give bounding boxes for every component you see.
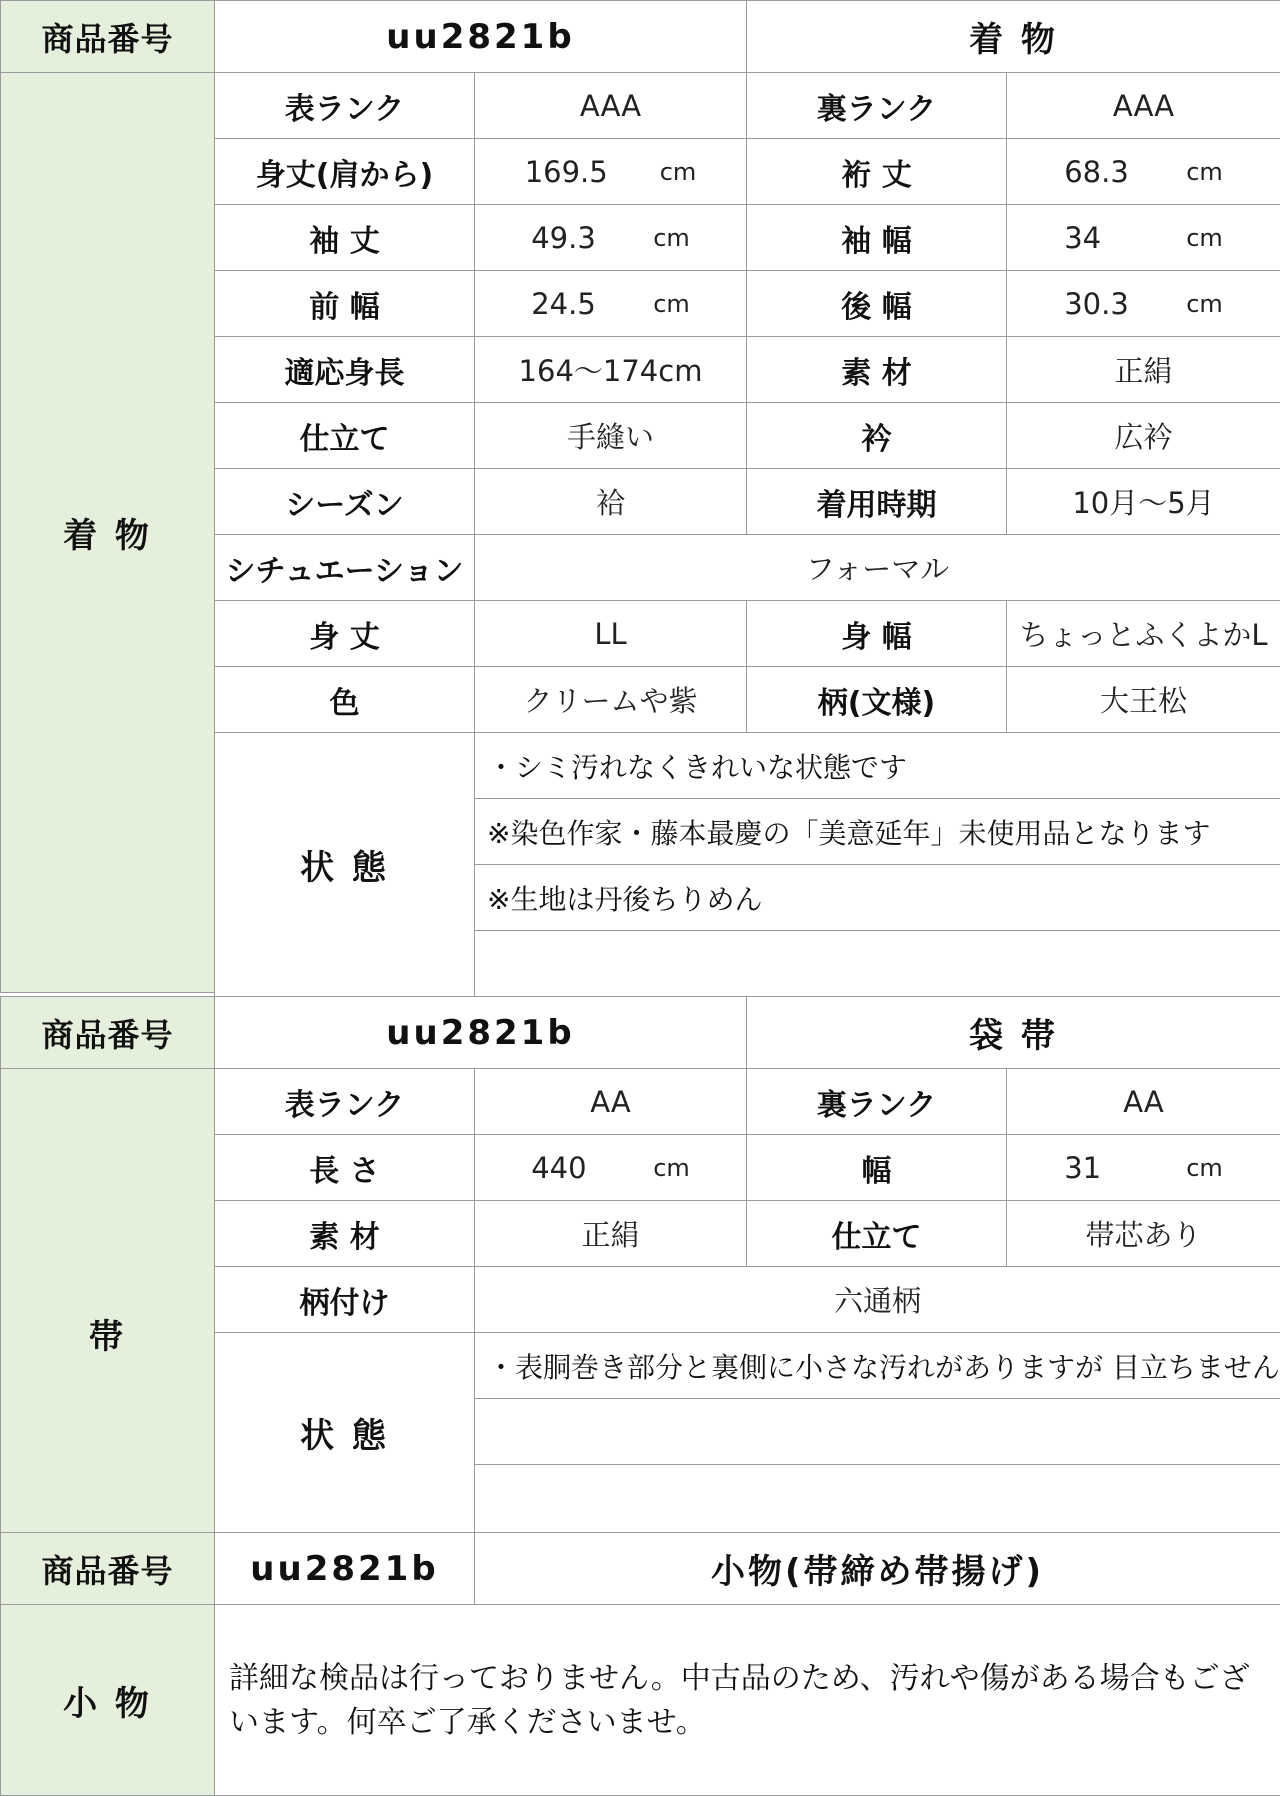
kimono-id-value: [214, 0, 747, 73]
obi-condition-line: [474, 1398, 1280, 1465]
kimono-yuki-label: [746, 138, 1007, 205]
kimono-body-width-value: [1006, 600, 1280, 667]
obi-material-value: [474, 1200, 747, 1267]
kimono-sleeve-width-label: [746, 204, 1007, 271]
kimono-front-width-value-text: 24.5: [531, 286, 596, 321]
kimono-id-label: [0, 0, 215, 73]
kimono-tailoring-label-text: 仕立て: [299, 421, 390, 457]
kimono-situation-value: [474, 534, 1280, 601]
kimono-pattern-label-text: 柄(文様): [817, 685, 936, 721]
obi-tailoring-label: [746, 1200, 1007, 1267]
kimono-front-width-value-unit: cm: [653, 289, 690, 318]
obi-id-value-text: uu2821b: [386, 1012, 575, 1053]
kimono-sleeve-length-label: [214, 204, 475, 271]
komono-id-value: [214, 1532, 475, 1605]
kimono-front-width-value: [474, 270, 747, 337]
obi-front-rank-label-text: 表ランク: [284, 1087, 405, 1123]
kimono-height-label-text: 身丈(肩から): [255, 157, 434, 193]
obi-condition-line: [474, 1332, 1280, 1399]
komono-note-text: 詳細な検品は行っておりません。中古品のため、汚れや傷がある場合もございます。何卒ご了承くださいませ。: [229, 1661, 1250, 1740]
obi-material-label: [214, 1200, 475, 1267]
kimono-season-value-text: 袷: [595, 486, 625, 520]
obi-condition-line: [474, 1464, 1280, 1533]
kimono-wear-period-label: [746, 468, 1007, 535]
kimono-back-width-value: [1006, 270, 1280, 337]
kimono-back-rank-value-text: AAA: [1112, 88, 1175, 123]
kimono-back-rank-label: [746, 72, 1007, 139]
obi-width-value-unit: cm: [1186, 1153, 1223, 1182]
obi-section-label-text: 帯: [89, 1317, 126, 1357]
komono-section-label: [0, 1604, 215, 1796]
obi-condition-line-text: ・表胴巻き部分と裏側に小さな汚れがありますが 目立ちません: [487, 1350, 1280, 1384]
obi-material-value-text: 正絹: [581, 1218, 640, 1252]
kimono-collar-label: [746, 402, 1007, 469]
kimono-season-label-text: シーズン: [285, 487, 404, 523]
komono-id-value-text: uu2821b: [250, 1548, 439, 1589]
kimono-wear-period-value: [1006, 468, 1280, 535]
kimono-color-label: [214, 666, 475, 733]
komono-title-text: 小物(帯締め帯揚げ): [710, 1552, 1045, 1592]
obi-back-rank-label: [746, 1068, 1007, 1135]
kimono-sleeve-length-label-text: 袖 丈: [309, 223, 380, 259]
kimono-back-width-label: [746, 270, 1007, 337]
obi-width-label: [746, 1134, 1007, 1201]
kimono-sleeve-length-value: [474, 204, 747, 271]
kimono-sleeve-width-label-text: 袖 幅: [841, 223, 912, 259]
kimono-height-value-text: 169.5: [524, 154, 608, 189]
kimono-tailoring-label: [214, 402, 475, 469]
kimono-color-value-text: クリームや紫: [523, 684, 698, 718]
obi-material-label-text: 素 材: [309, 1219, 380, 1255]
kimono-condition-line: [474, 864, 1280, 931]
kimono-fit-height-value-text: 164〜174cm: [518, 354, 703, 388]
kimono-sleeve-width-value-unit: cm: [1186, 223, 1223, 252]
komono-id-label: [0, 1532, 215, 1605]
kimono-body-width-value-text: ちょっとふくよかL: [1019, 618, 1268, 652]
obi-back-rank-value-text: AA: [1123, 1084, 1164, 1119]
obi-width-label-text: 幅: [861, 1153, 892, 1189]
komono-section-label-text: 小 物: [63, 1683, 152, 1724]
kimono-yuki-value-text: 68.3: [1064, 154, 1129, 189]
obi-length-value-unit: cm: [653, 1153, 690, 1182]
kimono-condition-line: [474, 732, 1280, 799]
kimono-condition-label: [214, 732, 475, 997]
kimono-title: [746, 0, 1280, 73]
kimono-length-size-label: [214, 600, 475, 667]
kimono-section-label-text: 着 物: [63, 516, 152, 556]
kimono-front-width-label: [214, 270, 475, 337]
kimono-condition-line-text: ・シミ汚れなくきれいな状態です: [487, 750, 908, 784]
kimono-section-label: [0, 72, 215, 993]
kimono-situation-label-text: シチュエーション: [225, 553, 464, 589]
obi-title: [746, 996, 1280, 1069]
kimono-material-value: [1006, 336, 1280, 403]
kimono-back-width-value-unit: cm: [1186, 289, 1223, 318]
kimono-pattern-value-text: 大王松: [1099, 684, 1187, 718]
obi-front-rank-label: [214, 1068, 475, 1135]
obi-width-value-text: 31: [1064, 1150, 1102, 1185]
kimono-back-rank-label-text: 裏ランク: [816, 91, 937, 127]
obi-id-label: [0, 996, 215, 1069]
kimono-yuki-value: [1006, 138, 1280, 205]
kimono-collar-value-text: 広衿: [1114, 420, 1173, 454]
kimono-material-label-text: 素 材: [841, 355, 912, 391]
kimono-yuki-value-unit: cm: [1186, 157, 1223, 186]
kimono-fit-height-label-text: 適応身長: [284, 355, 405, 391]
kimono-fit-height-value: [474, 336, 747, 403]
kimono-id-label-text: 商品番号: [41, 19, 174, 58]
obi-front-rank-value: [474, 1068, 747, 1135]
kimono-wear-period-label-text: 着用時期: [816, 487, 937, 523]
obi-tailoring-label-text: 仕立て: [831, 1219, 922, 1255]
kimono-pattern-value: [1006, 666, 1280, 733]
kimono-sleeve-length-value-text: 49.3: [531, 220, 596, 255]
kimono-height-value: [474, 138, 747, 205]
kimono-collar-value: [1006, 402, 1280, 469]
obi-condition-label-text: 状 態: [300, 1416, 389, 1456]
kimono-season-value: [474, 468, 747, 535]
obi-back-rank-value: [1006, 1068, 1280, 1135]
obi-id-value: [214, 996, 747, 1069]
kimono-season-label: [214, 468, 475, 535]
obi-tailoring-value-text: 帯芯あり: [1085, 1218, 1202, 1252]
kimono-id-value-text: uu2821b: [386, 16, 575, 57]
kimono-length-size-value-text: LL: [594, 616, 627, 651]
kimono-yuki-label-text: 裄 丈: [841, 157, 912, 193]
kimono-front-width-label-text: 前 幅: [309, 289, 380, 325]
obi-id-label-text: 商品番号: [41, 1015, 174, 1054]
kimono-condition-line-text: ※染色作家・藤本最慶の「美意延年」未使用品となります: [487, 816, 1211, 850]
obi-front-rank-value-text: AA: [590, 1084, 631, 1119]
obi-section-label: [0, 1068, 215, 1599]
kimono-color-value: [474, 666, 747, 733]
kimono-situation-value-text: フォーマル: [805, 552, 950, 586]
kimono-front-rank-label: [214, 72, 475, 139]
obi-pattern-label: [214, 1266, 475, 1333]
komono-note: [214, 1604, 1280, 1796]
obi-width-value: [1006, 1134, 1280, 1201]
kimono-sleeve-width-value: [1006, 204, 1280, 271]
obi-length-value-text: 440: [531, 1150, 587, 1185]
kimono-height-value-unit: cm: [659, 157, 697, 186]
kimono-tailoring-value-text: 手縫い: [566, 420, 654, 454]
obi-back-rank-label-text: 裏ランク: [816, 1087, 937, 1123]
kimono-back-width-value-text: 30.3: [1064, 286, 1129, 321]
kimono-situation-label: [214, 534, 475, 601]
kimono-front-rank-value: [474, 72, 747, 139]
kimono-front-rank-value-text: AAA: [579, 88, 642, 123]
kimono-condition-label-text: 状 態: [300, 848, 389, 888]
obi-pattern-value: [474, 1266, 1280, 1333]
kimono-sleeve-width-value-text: 34: [1064, 220, 1102, 255]
kimono-pattern-label: [746, 666, 1007, 733]
kimono-material-label: [746, 336, 1007, 403]
obi-condition-label: [214, 1332, 475, 1533]
kimono-front-rank-label-text: 表ランク: [284, 91, 405, 127]
kimono-condition-line: [474, 930, 1280, 997]
kimono-material-value-text: 正絹: [1114, 354, 1173, 388]
obi-length-value: [474, 1134, 747, 1201]
kimono-condition-line: [474, 798, 1280, 865]
obi-pattern-label-text: 柄付け: [299, 1285, 390, 1321]
kimono-fit-height-label: [214, 336, 475, 403]
kimono-height-label: [214, 138, 475, 205]
obi-tailoring-value: [1006, 1200, 1280, 1267]
kimono-back-width-label-text: 後 幅: [841, 289, 912, 325]
komono-title: [474, 1532, 1280, 1605]
komono-id-label-text: 商品番号: [41, 1551, 174, 1590]
kimono-collar-label-text: 衿: [861, 421, 892, 457]
kimono-condition-line-text: ※生地は丹後ちりめん: [487, 882, 763, 916]
obi-length-label-text: 長 さ: [309, 1153, 380, 1189]
obi-length-label: [214, 1134, 475, 1201]
kimono-body-width-label-text: 身 幅: [841, 619, 912, 655]
obi-pattern-value-text: 六通柄: [833, 1284, 921, 1318]
obi-title-text: 袋 帯: [969, 1016, 1058, 1056]
kimono-color-label-text: 色: [329, 685, 360, 721]
kimono-back-rank-value: [1006, 72, 1280, 139]
kimono-sleeve-length-value-unit: cm: [653, 223, 690, 252]
kimono-length-size-label-text: 身 丈: [309, 619, 380, 655]
kimono-wear-period-value-text: 10月〜5月: [1072, 486, 1215, 520]
kimono-length-size-value: [474, 600, 747, 667]
kimono-tailoring-value: [474, 402, 747, 469]
kimono-title-text: 着 物: [969, 20, 1058, 60]
kimono-body-width-label: [746, 600, 1007, 667]
